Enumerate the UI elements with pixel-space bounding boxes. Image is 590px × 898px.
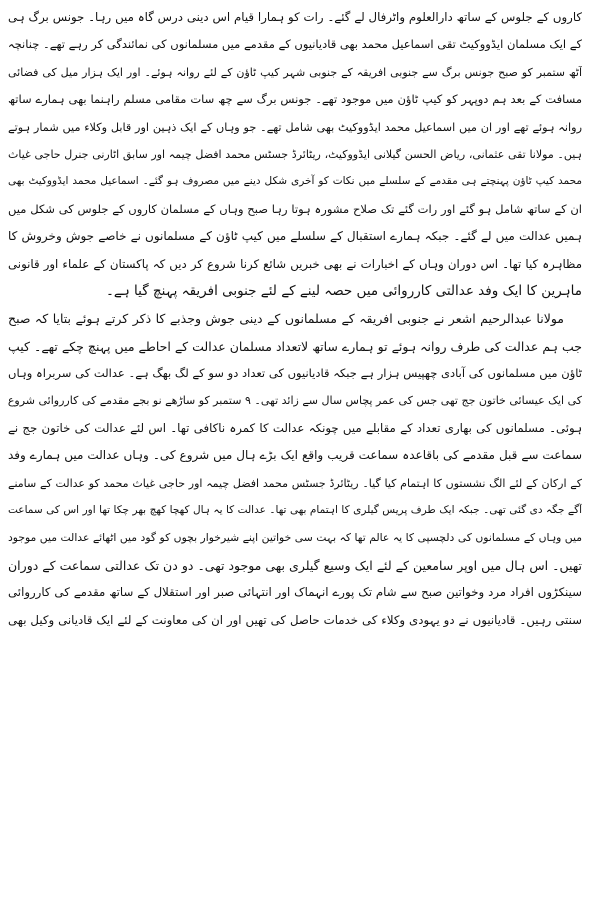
text-line: مظاہرہ کیا تھا۔ اس دوران وہاں کے اخبارات نے بھی خبریں شائع کرنا شروع کر دیں کہ پاکستان کے علماء اور قانونی <box>8 256 582 271</box>
text-line: ہمیں عدالت میں لے گئے۔ جبکہ ہمارے استقبال کے سلسلے میں کیپ ٹاؤن کے مسلمانوں نے خاصے جوش وخروش کا <box>8 229 582 244</box>
text-line: کی ایک عیسائی خاتون جج تھی جس کی عمر پچاس سال سے زائد تھی۔ ۹ ستمبر کو ساڑھے نو بجے مقدمے کی کارروائی شروع <box>8 394 582 408</box>
text-line: کے ارکان کے لئے الگ نشستوں کا اہتمام کیا گیا۔ ریٹائرڈ جسٹس محمد افضل چیمہ اور حاجی غیاث محمد کو عدالت کے سامنے <box>8 476 582 490</box>
text-line: آگے جگہ دی گئی تھی۔ جبکہ ایک طرف پریس گیلری کا اہتمام بھی تھا۔ عدالت کا یہ ہال کھچا کھچ بھر چکا تھا اور اس کی سماعت <box>8 504 582 517</box>
text-line: تھیں۔ اس ہال میں اوپر سامعین کے لئے ایک وسیع گیلری بھی موجود تھی۔ دو دن تک عدالتی سماعت کے دوران <box>8 557 582 573</box>
text-line: میں وہاں کے مسلمانوں کی دلچسپی کا یہ عالم تھا کہ بہت سی خواتین اپنے شیرخوار بچوں کو گود میں اٹھائے عدالت میں موجود <box>8 531 582 545</box>
text-line: کاروں کے جلوس کے ساتھ دارالعلوم واٹرفال لے گئے۔ رات کو ہمارا قیام اس دینی درس گاہ میں رہا۔ جونس برگ ہی <box>8 10 582 24</box>
text-line: ان کے ساتھ شامل ہو گئے اور رات گئے تک صلاح مشورہ ہوتا رہا صبح وہاں کے مسلمان کاروں کے جلوس کی شکل میں <box>8 201 582 216</box>
text-line: ٹاؤن میں مسلمانوں کی آبادی چھپیس ہزار ہے جبکہ قادیانیوں کی تعداد دو سو کے لگ بھگ ہے۔ عدالت کی سربراہ وہاں <box>8 366 582 381</box>
text-line: آٹھ ستمبر کو صبح جونس برگ سے جنوبی افریقہ کے جنوبی شہر کیپ ٹاؤن کے لئے روانہ ہوئے۔ اور ایک ہزار میل کی فضائی <box>8 65 582 79</box>
text-line: ہیں۔ مولانا تقی عثمانی، ریاض الحسن گیلانی ایڈووکیٹ، ریٹائرڈ جسٹس محمد افضل چیمہ اور سابق اٹارنی جنرل حاجی غیاث <box>8 147 582 161</box>
text-line: کے ایک مسلمان ایڈووکیٹ تقی اسماعیل محمد بھی قادیانیوں کے مقدمے میں مسلمانوں کی نمائندگی کر رہے تھے۔ چنانچہ <box>8 37 582 52</box>
text-line: محمد کیپ ٹاؤن پہنچتے ہی مقدمے کے سلسلے میں نکات کو آخری شکل دینے میں مصروف ہو گئے۔ اسماعیل محمد ایڈووکیٹ بھی <box>8 175 582 188</box>
text-line: ہوئی۔ مسلمانوں کی بھاری تعداد کے مقابلے میں چونکہ عدالت کا کمرہ ناکافی تھا۔ اس لئے عدالت کی خاتون جج نے <box>8 420 582 435</box>
text-line: روانہ ہوئے تھے اور ان میں اسماعیل محمد ایڈووکیٹ بھی شامل تھے۔ جو وہاں کے ایک ذہین اور قابل وکلاء میں شمار ہوتے <box>8 120 582 134</box>
text-line: سینکڑوں افراد مرد وخواتین صبح سے شام تک پورے انہماک اور انتہائی صبر اور استقلال کے ساتھ مقدمے کی کارروائی <box>8 585 582 600</box>
text-line: مسافت کے بعد ہم دوپہر کو کیپ ٹاؤن میں موجود تھے۔ جونس برگ سے چھ سات مقامی مسلم راہنما بھی ہمارے ساتھ <box>8 92 582 107</box>
text-line: سنتی رہیں۔ قادیانیوں نے دو یہودی وکلاء کی خدمات حاصل کی تھیں اور ان کی معاونت کے لئے ایک قادیانی وکیل بھی <box>8 612 582 627</box>
text-line: سماعت سے قبل مقدمے کی باقاعدہ سماعت قریب واقع ایک بڑے ہال میں شروع کی۔ وہاں عدالت میں ہمارے وفد <box>8 448 582 463</box>
text-line: جب ہم عدالت کی طرف روانہ ہوئے تو ہمارے ساتھ لاتعداد مسلمان عدالت کے احاطے میں پہنچ چکے تھے۔ کیپ <box>8 338 582 354</box>
text-line-paragraph-end: ماہرین کا ایک وفد عدالتی کارروائی میں حصہ لینے کے لئے جنوبی افریقہ پہنچ گیا ہے۔ <box>106 282 582 299</box>
text-line-paragraph-start: مولانا عبدالرحیم اشعر نے جنوبی افریقہ کے مسلمانوں کے دینی جوش وجذبے کا ذکر کرتے ہوئے بتایا کہ صبح <box>8 311 564 327</box>
